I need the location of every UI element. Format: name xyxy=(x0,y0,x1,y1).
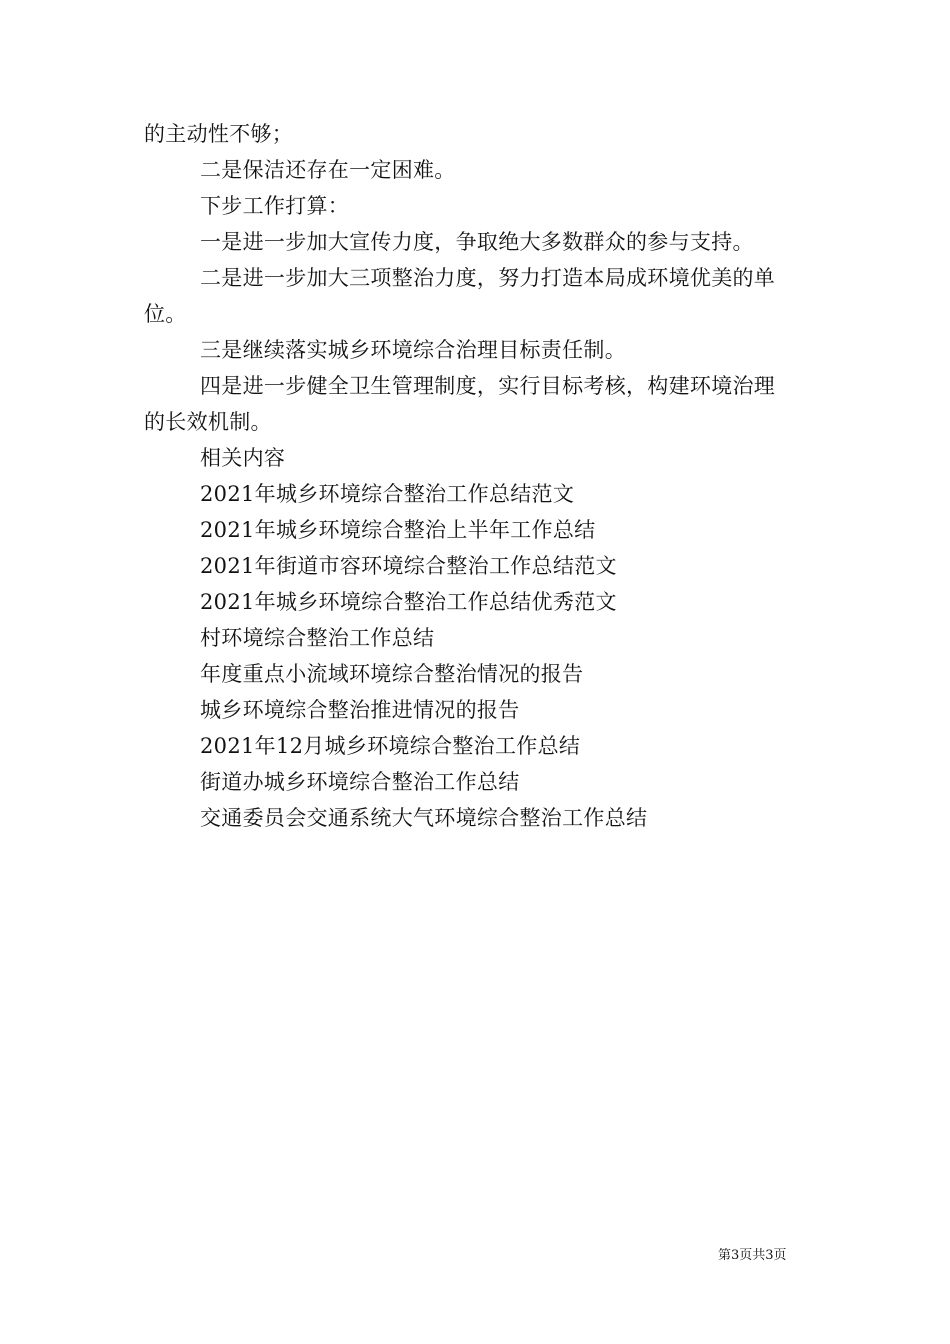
related-link[interactable]: 2021年城乡环境综合整治工作总结优秀范文 xyxy=(200,590,617,614)
related-link[interactable]: 2021年城乡环境综合整治工作总结范文 xyxy=(200,482,575,506)
related-link[interactable]: 交通委员会交通系统大气环境综合整治工作总结 xyxy=(200,806,648,830)
related-link[interactable]: 街道办城乡环境综合整治工作总结 xyxy=(200,770,520,794)
body-line: 的主动性不够； xyxy=(144,122,294,146)
related-link[interactable]: 村环境综合整治工作总结 xyxy=(200,626,435,650)
body-line: 二是保洁还存在一定困难。 xyxy=(200,158,456,182)
body-line: 下步工作打算： xyxy=(200,194,350,218)
page-number: 第3页共3页 xyxy=(718,1248,787,1263)
document-body xyxy=(144,116,812,836)
related-link[interactable]: 2021年街道市容环境综合整治工作总结范文 xyxy=(200,554,617,578)
related-content-heading: 相关内容 xyxy=(200,446,286,470)
body-line: 四是进一步健全卫生管理制度，实行目标考核，构建环境治理 xyxy=(200,374,776,398)
body-line: 三是继续落实城乡环境综合治理目标责任制。 xyxy=(200,338,626,362)
related-link[interactable]: 城乡环境综合整治推进情况的报告 xyxy=(200,698,520,722)
related-link[interactable]: 2021年12月城乡环境综合整治工作总结 xyxy=(200,734,581,758)
body-line: 一是进一步加大宣传力度，争取绝大多数群众的参与支持。 xyxy=(200,230,754,254)
related-link[interactable]: 2021年城乡环境综合整治上半年工作总结 xyxy=(200,518,596,542)
body-line: 的长效机制。 xyxy=(144,410,272,434)
body-line: 位。 xyxy=(144,302,187,326)
body-line: 二是进一步加大三项整治力度，努力打造本局成环境优美的单 xyxy=(200,266,776,290)
related-link[interactable]: 年度重点小流域环境综合整治情况的报告 xyxy=(200,662,584,686)
